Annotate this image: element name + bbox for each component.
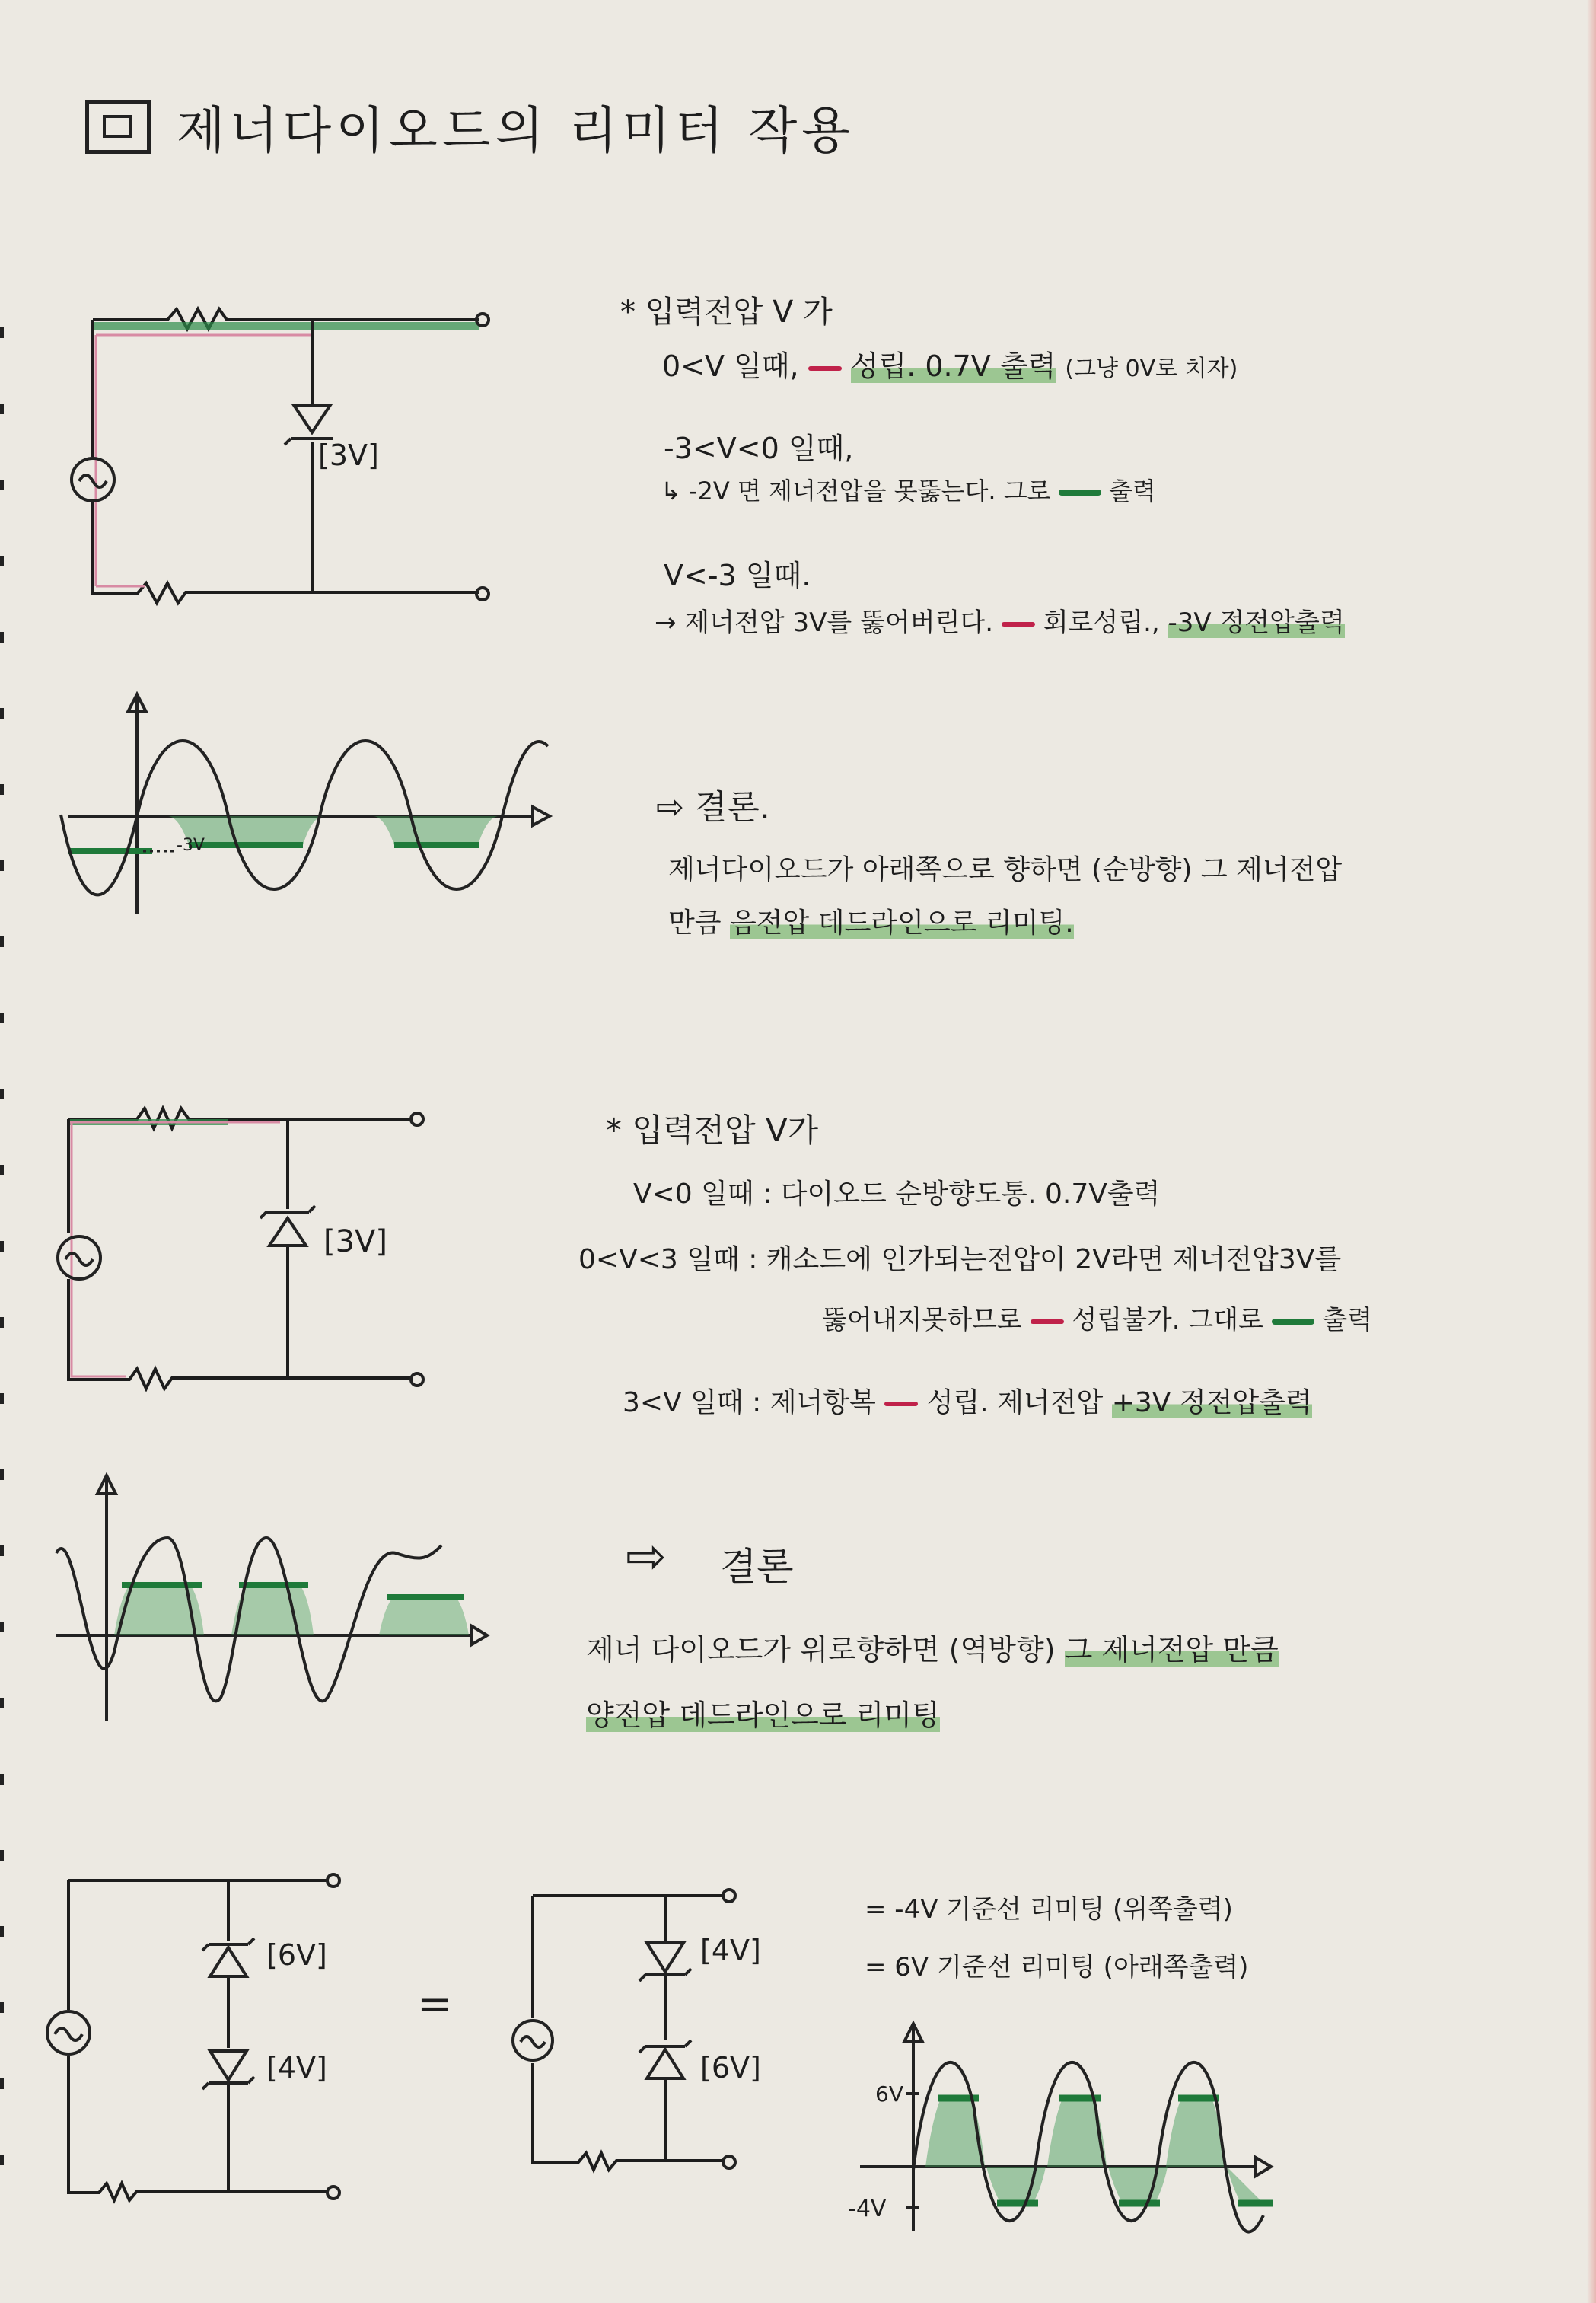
s2-conclusion-2 [586, 1692, 940, 1734]
s3-right-top-label: [4V] [700, 1934, 761, 1967]
s3-equals: = [417, 1979, 453, 2029]
title-box-icon [85, 100, 151, 154]
s1-line3-d: -3V 정전압출력 [1168, 608, 1345, 638]
diode-label-3v-2: [3V] [323, 1224, 388, 1259]
circuit-2 [53, 1096, 479, 1401]
graph-1 [53, 685, 556, 936]
graph3-top-label: 6V [875, 2081, 903, 2107]
s1-line3 [655, 601, 1345, 639]
s1-line1-a: 0<V 일때, [662, 349, 799, 383]
s1-line3-a: V<-3 일때. [664, 559, 811, 592]
s1-heading: * 입력전압 V 가 [620, 295, 833, 330]
s1-line1-c: (그냥 0V로 치자) [1065, 356, 1238, 382]
s2-conclusion-arrow-icon: ⇨ [626, 1529, 667, 1585]
binder-holes [0, 0, 8, 2303]
s2-line3 [822, 1299, 1372, 1336]
s2-conclusion-1a: 제너 다이오드가 위로향하면 (역방향) [586, 1633, 1056, 1667]
s1-line1 [662, 343, 1238, 384]
graph-3 [852, 2018, 1279, 2238]
page-edge [1587, 0, 1596, 2303]
s2-conclusion-1 [586, 1626, 1279, 1668]
circuit-1 [53, 282, 510, 624]
s3-right-bottom-label: [6V] [700, 2051, 761, 2085]
s2-line3-a: 뚫어내지못하므로 [822, 1305, 1022, 1335]
s1-line3-c: 회로성립., [1043, 608, 1160, 638]
circuit-3-right [502, 1858, 761, 2177]
s2-line2: 0<V<3 일때 : 캐소드에 인가되는전압이 2V라면 제너전압3V를 [578, 1244, 1342, 1275]
red-dash-icon [1002, 622, 1035, 627]
s1-conclusion-1: 제너다이오드가 아래쪽으로 향하면 (순방향) 그 제너전압 [668, 854, 1343, 885]
s3-note2: = 6V 기준선 리미팅 (아래쪽출력) [865, 1952, 1249, 1982]
s3-note1: = -4V 기준선 리미팅 (위쪽출력) [865, 1894, 1233, 1925]
s2-conclusion-1b: 그 제너전압 만큼 [1064, 1633, 1279, 1667]
s1-line2-b: ↳ -2V 면 제너전압을 못뚫는다. 그로 [661, 477, 1051, 506]
page-title: 제너다이오드의 리미터 작용 [177, 101, 855, 160]
s2-line3-c: 출력 [1322, 1305, 1373, 1335]
graph1-label: -3V [177, 836, 205, 855]
s1-conclusion-head: ⇨ 결론. [656, 788, 770, 827]
s1-conclusion-2a: 만큼 [668, 907, 722, 939]
s1-line1-b: 성립. 0.7V 출력 [850, 349, 1056, 383]
s2-line4-b: 성립. 제너전압 [926, 1387, 1104, 1418]
circuit-3-left [53, 1858, 373, 2208]
diode-label-3v: [3V] [318, 439, 379, 472]
s1-line2-c: 출력 [1108, 477, 1156, 506]
green-dash-icon [1059, 490, 1101, 496]
s1-conclusion-2 [668, 901, 1074, 940]
s1-line3-b: → 제너전압 3V를 뚫어버린다. [655, 608, 994, 638]
s1-line2 [661, 472, 1156, 507]
s2-line4 [623, 1381, 1312, 1420]
graph3-bottom-label: -4V [848, 2196, 887, 2222]
s3-left-top-label: [6V] [266, 1938, 327, 1972]
s2-line1: V<0 일때 : 다이오드 순방향도통. 0.7V출력 [633, 1179, 1161, 1210]
red-dash-icon [808, 366, 842, 371]
s2-conclusion-head: 결론 [720, 1545, 794, 1589]
s2-line3-b: 성립불가. 그대로 [1072, 1305, 1263, 1335]
red-dash-icon [1031, 1319, 1064, 1324]
graph-2 [46, 1469, 487, 1743]
red-dash-icon [884, 1402, 918, 1406]
s2-heading: * 입력전압 V가 [606, 1112, 819, 1149]
s1-conclusion-2b: 음전압 데드라인으로 리미팅. [730, 907, 1074, 939]
s3-left-bottom-label: [4V] [266, 2051, 327, 2085]
green-dash-icon [1272, 1319, 1314, 1325]
s2-line4-c: +3V 정전압출력 [1111, 1387, 1312, 1418]
s2-conclusion-2-text: 양전압 데드라인으로 리미팅 [586, 1699, 940, 1732]
s2-line4-a: 3<V 일때 : 제너항복 [623, 1387, 876, 1418]
s1-line2-a: -3<V<0 일때, [664, 432, 854, 465]
